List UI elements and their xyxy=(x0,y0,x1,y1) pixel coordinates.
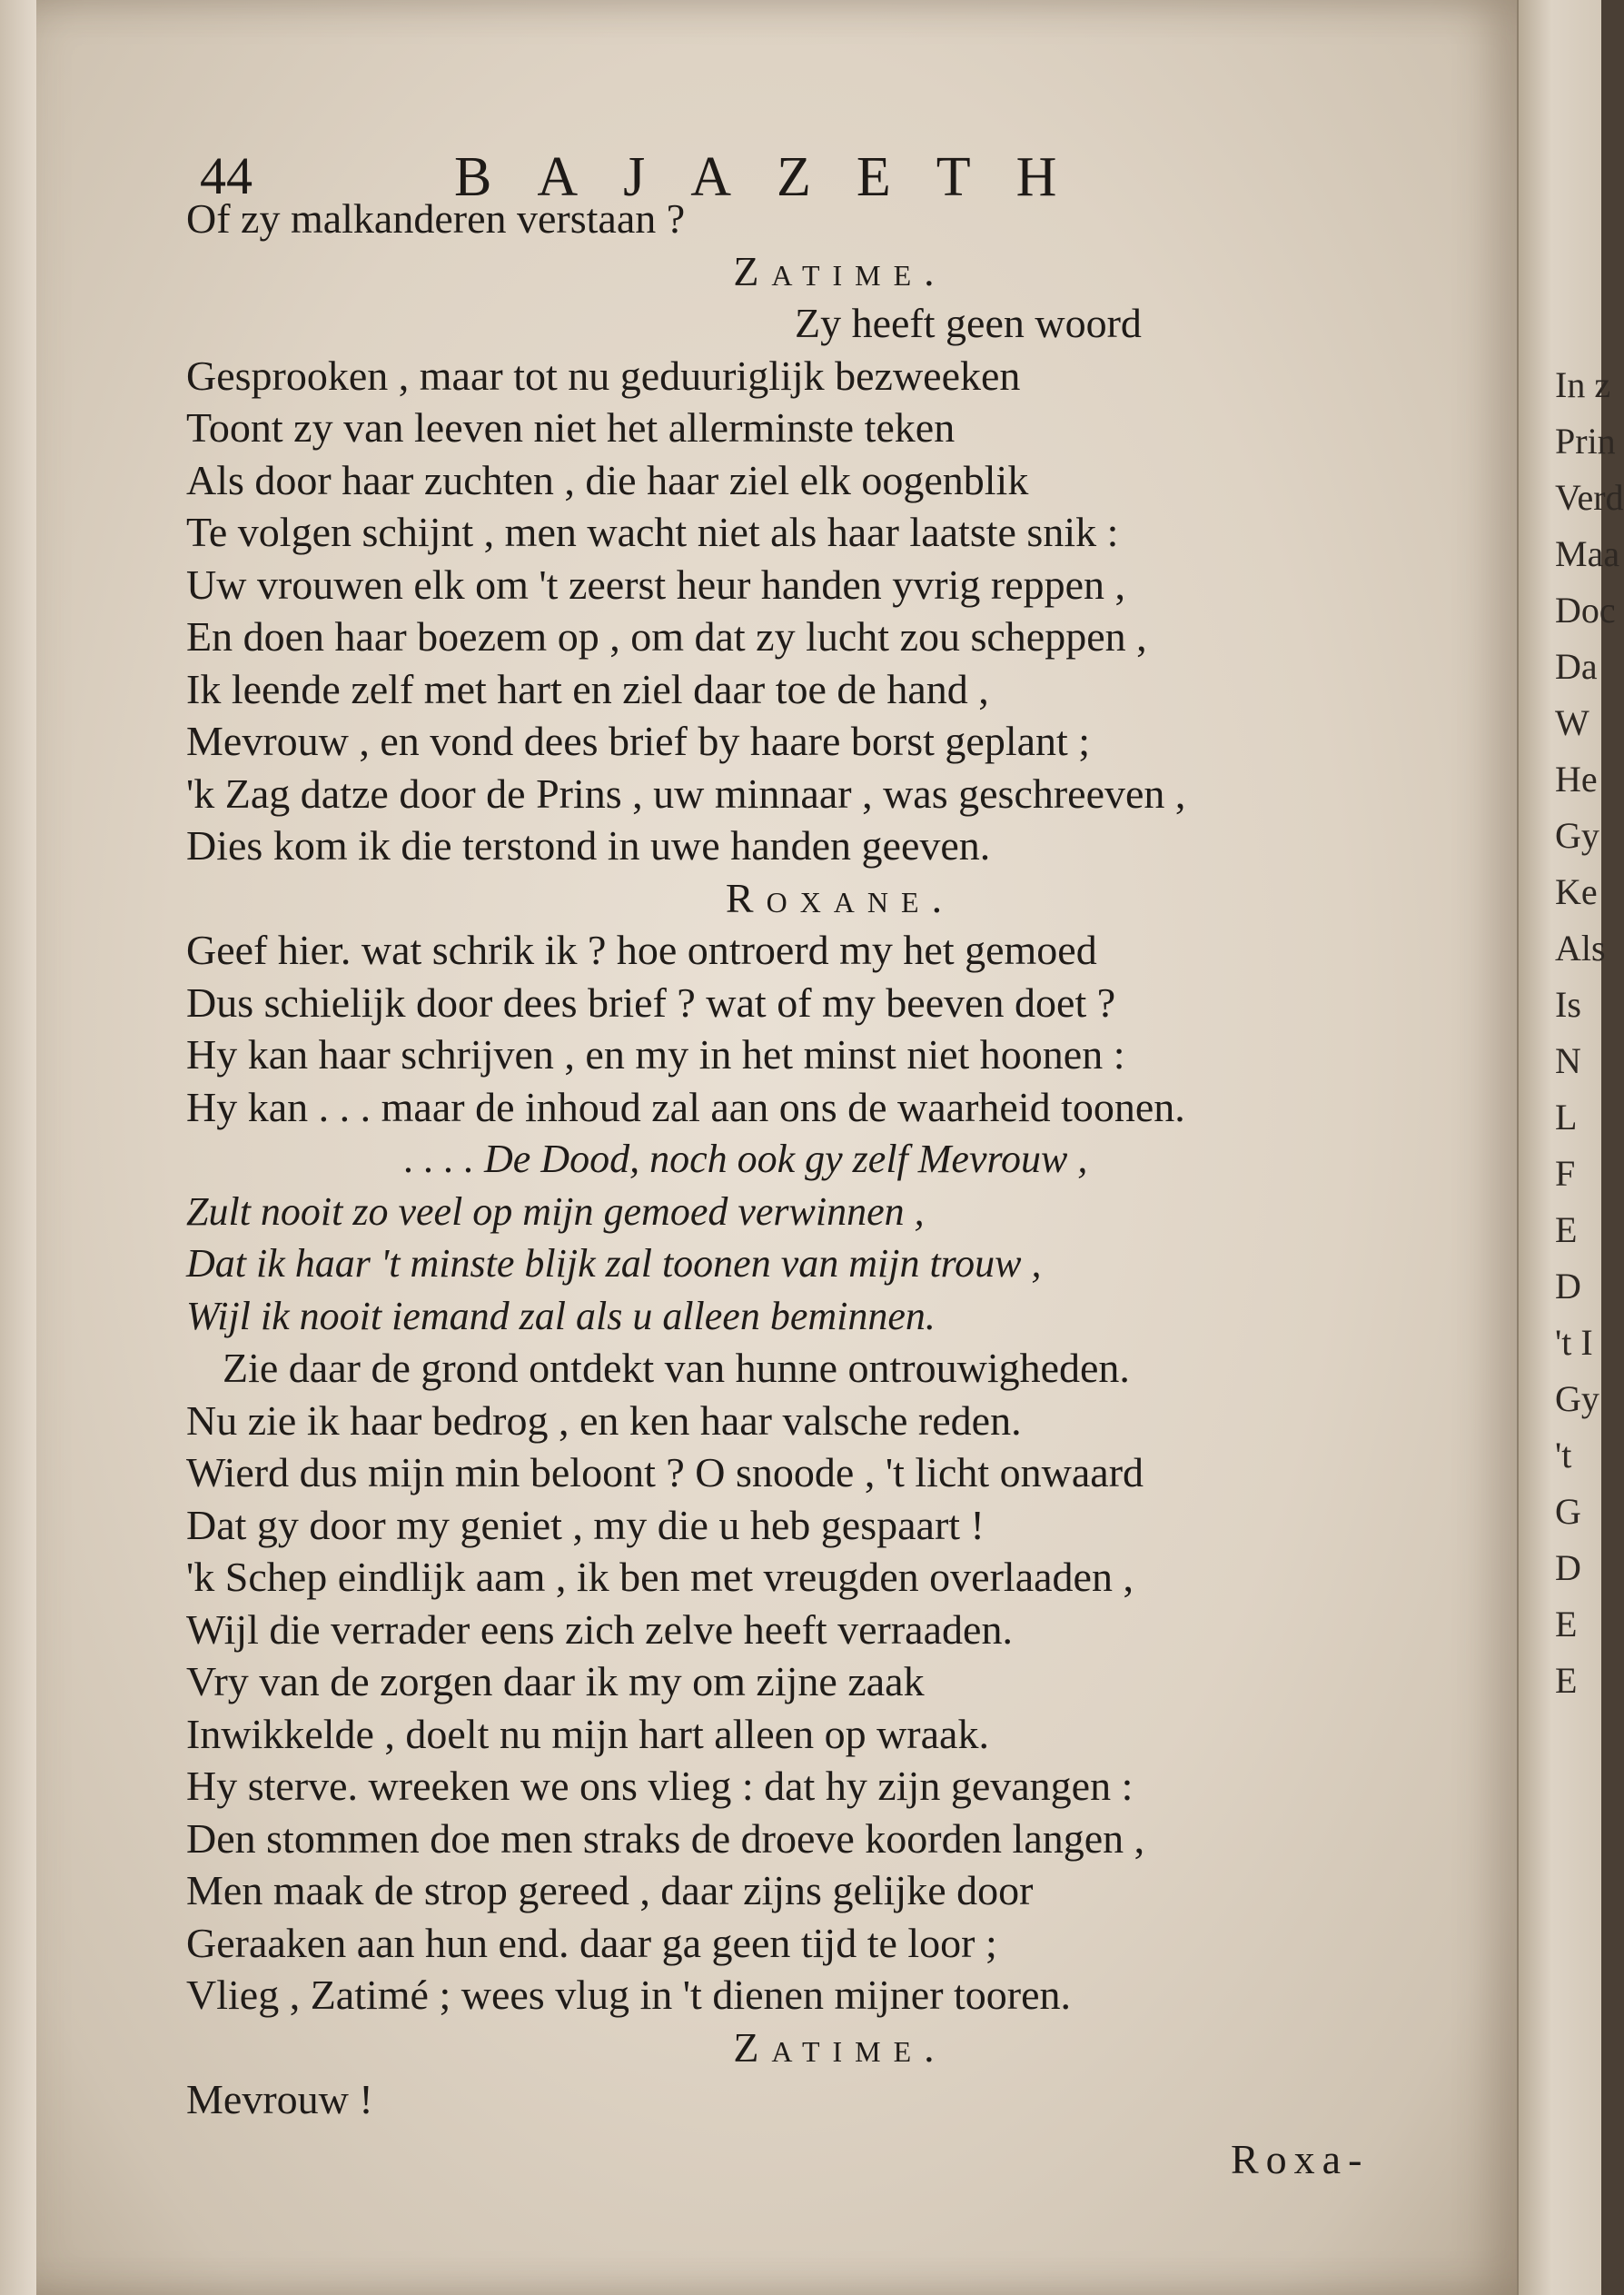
verse-line: Ik leende zelf met hart en ziel daar toe de hand , xyxy=(186,665,989,712)
verse-line: Men maak de strop gereed , daar zijns gelijke door xyxy=(186,1867,1034,1913)
verse-line: Mevrouw , en vond dees brief by haare borst geplant ; xyxy=(186,718,1091,764)
verse-line: Dat gy door my geniet , my die u heb gespaart ! xyxy=(186,1501,985,1548)
facing-page-fragment: He xyxy=(1555,759,1598,800)
facing-page-fragment: L xyxy=(1555,1097,1578,1138)
facing-page-fragment: Verd xyxy=(1555,477,1624,518)
verse-line: Mevrouw ! xyxy=(186,2076,373,2122)
verse-line: Als door haar zuchten , die haar ziel elk oogenblik xyxy=(186,456,1029,503)
verse-line: Geef hier. wat schrik ik ? hoe ontroerd my het gemoed xyxy=(186,927,1097,973)
facing-page-fragment: D xyxy=(1555,1547,1581,1588)
verse-line: Hy kan haar schrijven , en my in het minst niet hoonen : xyxy=(186,1031,1125,1078)
facing-page-fragment: F xyxy=(1555,1153,1576,1194)
letter-line: . . . . De Dood, noch ook gy zelf Mevrouw , xyxy=(404,1137,1088,1181)
verse-line: Vry van de zorgen daar ik my om zijne zaak xyxy=(186,1658,925,1704)
facing-page-fragment: W xyxy=(1555,702,1589,743)
verse-line: Nu zie ik haar bedrog , en ken haar valsche reden. xyxy=(186,1396,1022,1444)
facing-page-fragment: G xyxy=(1555,1491,1581,1532)
verse-line: Te volgen schijnt , men wacht niet als haar laatste snik : xyxy=(186,509,1119,555)
catchword: Roxa- xyxy=(1231,2136,1370,2182)
running-title: BAJAZETH xyxy=(454,146,1103,208)
verse-line: Vlieg , Zatimé ; wees vlug in 't dienen mijner tooren. xyxy=(186,1972,1072,2018)
speaker-name: Zatime. xyxy=(733,247,947,294)
page-number: 44 xyxy=(200,146,253,205)
facing-page-fragment: E xyxy=(1555,1604,1578,1644)
letter-line: Wijl ik nooit iemand zal als u alleen beminnen. xyxy=(186,1293,936,1338)
facing-page-fragment: Ke xyxy=(1555,871,1598,912)
facing-page-fragment: In z xyxy=(1555,364,1611,405)
facing-page-fragment: E xyxy=(1555,1209,1578,1250)
verse-line: En doen haar boezem op , om dat zy lucht zou scheppen , xyxy=(186,613,1147,660)
letter-line: Dat ik haar 't minste blijk zal toonen van mijn trouw , xyxy=(186,1241,1042,1286)
facing-page-fragment: D xyxy=(1555,1266,1581,1306)
verse-line: Gesprooken , maar tot nu geduuriglijk bezweeken xyxy=(186,352,1021,399)
verse-line: Toont zy van leeven niet het allerminste teken xyxy=(186,404,956,451)
verse-line: Hy sterve. wreeken we ons vlieg : dat hy zijn gevangen : xyxy=(186,1763,1134,1809)
facing-page-fragment: Is xyxy=(1555,984,1581,1025)
facing-page-fragment: Gy xyxy=(1555,1378,1599,1419)
page-edge xyxy=(0,0,36,2295)
facing-page-fragment: Maa xyxy=(1555,533,1620,574)
facing-page-fragment: Gy xyxy=(1555,815,1599,856)
letter-line: Zult nooit zo veel op mijn gemoed verwinnen , xyxy=(186,1188,925,1234)
verse-line: 'k Zag datze door de Prins , uw minnaar , was geschreeven , xyxy=(186,770,1186,817)
verse-text xyxy=(186,193,1494,2126)
verse-line: Zy heeft geen woord xyxy=(795,300,1142,346)
verse-line: Of zy malkanderen verstaan ? xyxy=(186,195,686,242)
speaker-name: Zatime. xyxy=(733,2023,947,2071)
verse-line: 'k Schep eindlijk aam , ik ben met vreugden overlaaden , xyxy=(186,1554,1134,1600)
verse-line: Geraaken aan hun end. daar ga geen tijd te loor ; xyxy=(186,1919,997,1966)
verse-line: Zie daar de grond ontdekt van hunne ontrouwigheden. xyxy=(223,1345,1130,1391)
facing-page-fragment: N xyxy=(1555,1040,1581,1081)
verse-line: Dies kom ik die terstond in uwe handen geeven. xyxy=(186,822,991,869)
facing-page-fragment: Prin xyxy=(1555,421,1616,462)
verse-line: Hy kan . . . maar de inhoud zal aan ons de waarheid toonen. xyxy=(186,1083,1185,1130)
verse-line: Wierd dus mijn min beloont ? O snoode , 't licht onwaard xyxy=(186,1449,1144,1495)
facing-page-fragment: Doc xyxy=(1555,590,1616,631)
verse-line: Uw vrouwen elk om 't zeerst heur handen yvrig reppen , xyxy=(186,561,1126,608)
facing-page-fragment: 't I xyxy=(1555,1322,1593,1363)
facing-page-edge xyxy=(1519,0,1624,2295)
verse-line: Wijl die verrader eens zich zelve heeft verraaden. xyxy=(186,1605,1013,1653)
verse-line: Inwikkelde , doelt nu mijn hart alleen op wraak. xyxy=(186,1710,989,1757)
speaker-name: Roxane. xyxy=(725,874,956,921)
facing-page-fragment: 't xyxy=(1555,1435,1572,1475)
verse-line: Den stommen doe men straks de droeve koorden langen , xyxy=(186,1814,1145,1862)
facing-page-fragment: Als xyxy=(1555,928,1606,969)
verse-line: Dus schielijk door dees brief ? wat of my beeven doet ? xyxy=(186,979,1116,1026)
facing-page-fragment: Da xyxy=(1555,646,1598,687)
facing-page-fragment: E xyxy=(1555,1660,1578,1701)
